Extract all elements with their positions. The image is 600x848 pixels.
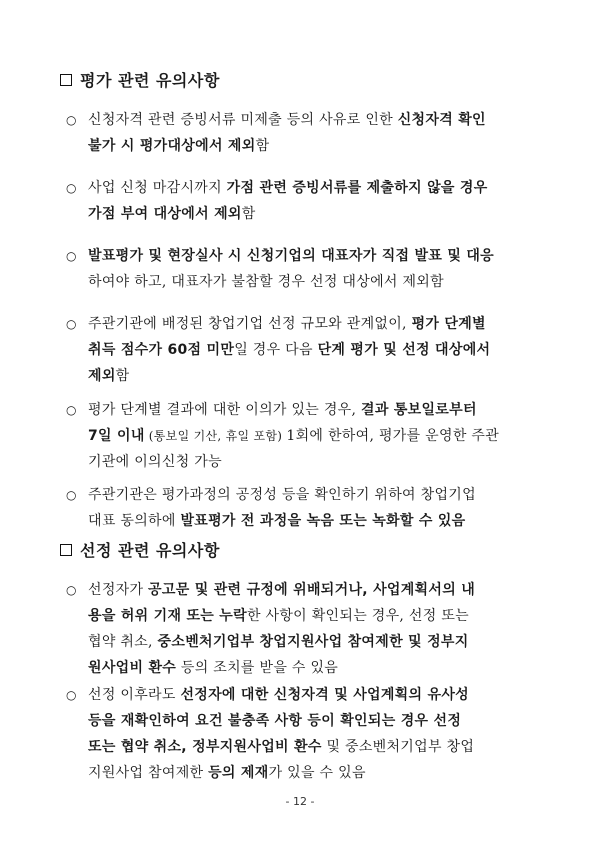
text-run: 및 중소벤처기업부 창업 (321, 739, 475, 755)
circle-bullet-icon: ○ (66, 249, 77, 263)
text-line (88, 655, 546, 681)
bold-text: 등을 재확인하여 요건 불충족 사항 등이 확인되는 경우 선정 (88, 713, 462, 729)
item-text (88, 397, 546, 475)
text-run: 일 경우 다음 (234, 342, 318, 358)
text-line (88, 107, 546, 133)
text-line (88, 397, 546, 423)
text-run: 함 (255, 138, 270, 154)
bold-text: 평가 단계별 (411, 316, 486, 332)
section-heading-evaluation (60, 68, 220, 91)
text-run: 신청자격 관련 증빙서류 미제출 등의 사유로 인한 (88, 112, 398, 128)
text-line (88, 682, 546, 708)
list-item (66, 397, 546, 475)
item-text (88, 243, 546, 295)
text-line (88, 363, 546, 389)
bold-text: 공고문 및 관련 규정에 위배되거나, 사업계획서의 내 (148, 582, 476, 598)
text-run: 하여야 하고, 대표자가 불참할 경우 선정 대상에서 제외함 (88, 274, 444, 290)
section-heading-text: 선정 관련 유의사항 (80, 541, 220, 560)
bold-text: 가점 관련 증빙서류를 제출하지 않을 경우 (226, 180, 488, 196)
text-line (88, 603, 546, 629)
text-line (88, 175, 546, 201)
text-run: 기관에 이의신청 가능 (88, 454, 222, 470)
list-item (66, 682, 546, 786)
section-heading-selection (60, 538, 220, 561)
text-run: 가 있을 수 있음 (268, 765, 366, 781)
text-line (88, 337, 546, 363)
checkbox-square-icon (60, 544, 72, 556)
text-line (88, 201, 546, 227)
bold-text: 선정자에 대한 신청자격 및 사업계획의 유사성 (180, 687, 469, 703)
text-line (88, 482, 546, 508)
text-run: 함 (115, 368, 130, 384)
bold-text: 용을 허위 기재 또는 누락 (88, 608, 247, 624)
circle-bullet-icon: ○ (66, 181, 77, 195)
text-run: 주관기관에 배정된 창업기업 선정 규모와 관계없이, (88, 316, 412, 332)
text-run: 함 (241, 206, 256, 222)
text-run: 한 사항이 확인되는 경우, 선정 또는 (246, 608, 469, 624)
list-item (66, 482, 546, 534)
bold-text: 결과 통보일로부터 (361, 402, 477, 418)
bold-text: 발표평가 전 과정을 녹음 또는 녹화할 수 있음 (180, 513, 466, 529)
text-line (88, 760, 546, 786)
bold-text: 중소벤처기업부 창업지원사업 참여제한 및 정부지 (157, 634, 469, 650)
circle-bullet-icon: ○ (66, 403, 77, 417)
circle-bullet-icon: ○ (66, 317, 77, 331)
item-text (88, 175, 546, 227)
bold-text: 발표평가 및 현장실사 시 신청기업의 대표자가 직접 발표 및 대응 (88, 248, 494, 264)
bold-text: 7일 이내 (88, 428, 145, 444)
bold-text: 원사업비 환수 (88, 660, 177, 676)
list-item (66, 107, 546, 159)
item-text (88, 577, 546, 681)
text-run: 사업 신청 마감시까지 (88, 180, 227, 196)
text-line (88, 269, 546, 295)
text-line (88, 133, 546, 159)
circle-bullet-icon: ○ (66, 583, 77, 597)
text-line (88, 311, 546, 337)
text-line (88, 423, 546, 449)
bold-text: 신청자격 확인 (397, 112, 486, 128)
section-heading-text: 평가 관련 유의사항 (80, 71, 220, 90)
list-item (66, 311, 546, 389)
list-item (66, 175, 546, 227)
text-line (88, 508, 546, 534)
text-line (88, 449, 546, 475)
text-run: (통보일 기산, 휴일 포함) (144, 429, 287, 443)
list-item (66, 243, 546, 295)
circle-bullet-icon: ○ (66, 488, 77, 502)
text-line (88, 243, 546, 269)
text-run: 지원사업 참여제한 (88, 765, 209, 781)
bold-text: 가점 부여 대상에서 제외 (88, 206, 242, 222)
circle-bullet-icon: ○ (66, 688, 77, 702)
text-run: 대표 동의하에 (88, 513, 181, 529)
item-text (88, 482, 546, 534)
page-number: - 12 - (285, 795, 315, 808)
list-item (66, 577, 546, 681)
item-text (88, 311, 546, 389)
item-text (88, 107, 546, 159)
text-run: 선정자가 (88, 582, 149, 598)
text-line (88, 708, 546, 734)
bold-text: 취득 점수가 60점 미만 (88, 342, 235, 358)
text-run: 평가 단계별 결과에 대한 이의가 있는 경우, (88, 402, 362, 418)
checkbox-square-icon (60, 74, 72, 86)
circle-bullet-icon: ○ (66, 113, 77, 127)
text-line (88, 734, 546, 760)
bold-text: 불가 시 평가대상에서 제외 (88, 138, 256, 154)
bold-text: 제외 (88, 368, 116, 384)
text-run: 협약 취소, (88, 634, 158, 650)
text-run: 선정 이후라도 (88, 687, 181, 703)
bold-text: 등의 제재 (208, 765, 269, 781)
text-run: 1회에 한하여, 평가를 운영한 주관 (286, 428, 500, 444)
text-run: 등의 조치를 받을 수 있음 (176, 660, 339, 676)
bold-text: 또는 협약 취소, 정부지원사업비 환수 (88, 739, 322, 755)
bold-text: 단계 평가 및 선정 대상에서 (317, 342, 491, 358)
text-line (88, 629, 546, 655)
text-line (88, 577, 546, 603)
text-run: 주관기관은 평가과정의 공정성 등을 확인하기 위하여 창업기업 (88, 487, 476, 503)
item-text (88, 682, 546, 786)
